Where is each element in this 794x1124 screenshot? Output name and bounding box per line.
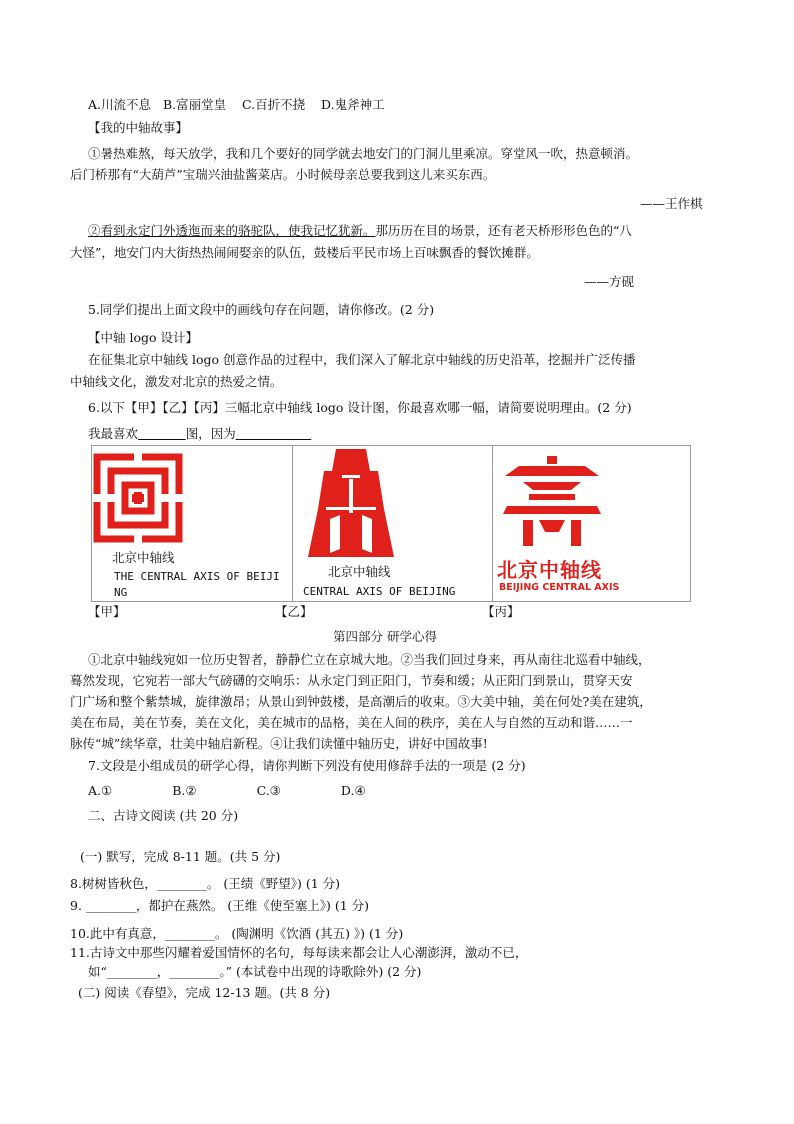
- q6-answer-prefix: 我最喜欢: [88, 426, 139, 441]
- question-8: 8.树树皆秋色，________。 (王绩《野望》) (1 分): [70, 876, 341, 891]
- q11-line1: 11.古诗文中那些闪耀着爱国情怀的名句，每每读来都会让人心潮澎湃，激动不已，: [70, 945, 528, 960]
- bell-tower-logo-icon: [306, 449, 396, 559]
- logo-bing-name: 北京中轴线: [497, 558, 602, 582]
- logo-jia-english-2: NG: [114, 586, 128, 599]
- story2-author: ——方砚: [584, 274, 635, 289]
- story1-line1: ①暑热难熬，每天放学，我和几个要好的同学就去地安门的门洞儿里乘凉。穿堂风一吹，热意顿消。: [88, 146, 639, 161]
- my-story-title: 【我的中轴故事】: [88, 120, 189, 135]
- logo-para-line2: 中轴线文化，激发对北京的热爱之情。: [70, 374, 283, 389]
- question-10: 10.此中有真意，________。 (陶渊明《饮酒 (其五) 》) (1 分): [70, 926, 404, 941]
- q6-blank-1: [138, 426, 186, 441]
- story2-line1: [88, 223, 632, 239]
- question-6: 6.以下【甲】【乙】【丙】三幅北京中轴线 logo 设计图，你最喜欢哪一幅，请简要说明理由。(2 分): [88, 400, 632, 415]
- q4-option-b: B.富丽堂皇: [162, 97, 227, 112]
- label-bing: 【丙】: [482, 604, 520, 619]
- q7-option-b: B.②: [172, 783, 197, 798]
- story2-line2: 大怪”，地安门内大街热热闹闹娶亲的队伍，鼓楼后平民市场上百味飘香的餐饮摊群。: [70, 245, 539, 260]
- q6-blank-2: [236, 426, 312, 441]
- logo-cell-bing: [492, 446, 691, 601]
- q4-option-c: C.百折不挠: [242, 97, 306, 112]
- logo-yi-english: CENTRAL AXIS OF BEIJING: [303, 585, 456, 598]
- question-9: 9. ________，都护在燕然。 (王维《使至塞上》) (1 分): [70, 898, 370, 913]
- q6-answer-mid: 图，因为: [185, 426, 236, 441]
- q7-option-a: A.①: [88, 783, 113, 798]
- p4-line2: 蓦然发现，它宛若一部大气磅礴的交响乐：从永定门到正阳门，节奏和缓；从正阳门到景山，贯穿天安: [70, 673, 633, 688]
- logo-cell-jia: [92, 446, 292, 601]
- story1-line2: 后门桥那有“大葫芦”宝瑞兴油盐酱菜店。小时候母亲总要我到这儿来买东西。: [70, 167, 496, 182]
- question-7: 7.文段是小组成员的研学心得，请你判断下列没有使用修辞手法的一项是 (2 分): [88, 758, 526, 773]
- logo-yi-name: 北京中轴线: [328, 564, 391, 579]
- q11-line2: 如“________，________。” (本试卷中出现的诗歌除外) (2 分): [88, 964, 422, 979]
- story1-author: ——王作棋: [640, 196, 703, 211]
- underlined-sentence: ②看到永定门外透迤而来的骆驼队，使我记忆犹新。: [88, 223, 376, 238]
- p4-line4: 美在布局，美在节奏，美在文化，美在城市的品格，美在人间的秩序，美在人与自然的互动和谐……一: [70, 715, 633, 730]
- part4-title: 第四部分 研学心得: [333, 629, 437, 644]
- subsection-2-title: (二) 阅读《春望》，完成 12-13 题。(共 8 分): [78, 985, 331, 1000]
- p4-line5: 脉传“城”续华章，壮美中轴启新程。④让我们读懂中轴历史，讲好中国故事!: [70, 736, 488, 751]
- p4-line3: 门广场和整个紫禁城，旋律激昂；从景山到钟鼓楼，是高潮后的收束。③大美中轴，美在何处?美在建筑，: [70, 694, 652, 709]
- subsection-1-title: (一) 默写，完成 8-11 题。(共 5 分): [80, 849, 281, 864]
- gate-tower-logo-icon: [501, 456, 603, 548]
- q4-option-d: D.鬼斧神工: [321, 97, 385, 112]
- story2-rest: 那历历在目的场景，还有老天桥形形色色的“八: [375, 223, 632, 238]
- logo-section-title: 【中轴 logo 设计】: [88, 330, 198, 345]
- q7-option-c: C.③: [256, 783, 281, 798]
- logo-jia-english-1: THE CENTRAL AXIS OF BEIJI: [114, 570, 280, 583]
- section-2-title: 二、古诗文阅读 (共 20 分): [88, 808, 239, 823]
- logo-jia-name: 北京中轴线: [112, 550, 175, 565]
- label-jia: 【甲】: [88, 604, 126, 619]
- maze-square-logo-icon: [92, 452, 184, 544]
- q4-option-a: A.川流不息: [88, 97, 152, 112]
- label-yi: 【乙】: [275, 604, 313, 619]
- logo-cell-yi: [292, 446, 493, 601]
- logo-bing-english: BEIJING CENTRAL AXIS: [499, 582, 620, 593]
- q6-answer-line: [88, 426, 311, 442]
- q7-options: [88, 783, 366, 799]
- q7-option-d: D.④: [340, 783, 366, 798]
- logo-design-table: [91, 445, 691, 602]
- p4-line1: ①北京中轴线宛如一位历史智者，静静伫立在京城大地。②当我们回过身来，再从南往北巡看中轴线，: [88, 652, 651, 667]
- question-5: 5.同学们提出上面文段中的画线句存在问题，请你修改。(2 分): [88, 302, 435, 317]
- q4-options: [88, 97, 385, 113]
- logo-para-line1: 在征集北京中轴线 logo 创意作品的过程中，我们深入了解北京中轴线的历史沿革，挖掘并广泛传播: [88, 352, 636, 367]
